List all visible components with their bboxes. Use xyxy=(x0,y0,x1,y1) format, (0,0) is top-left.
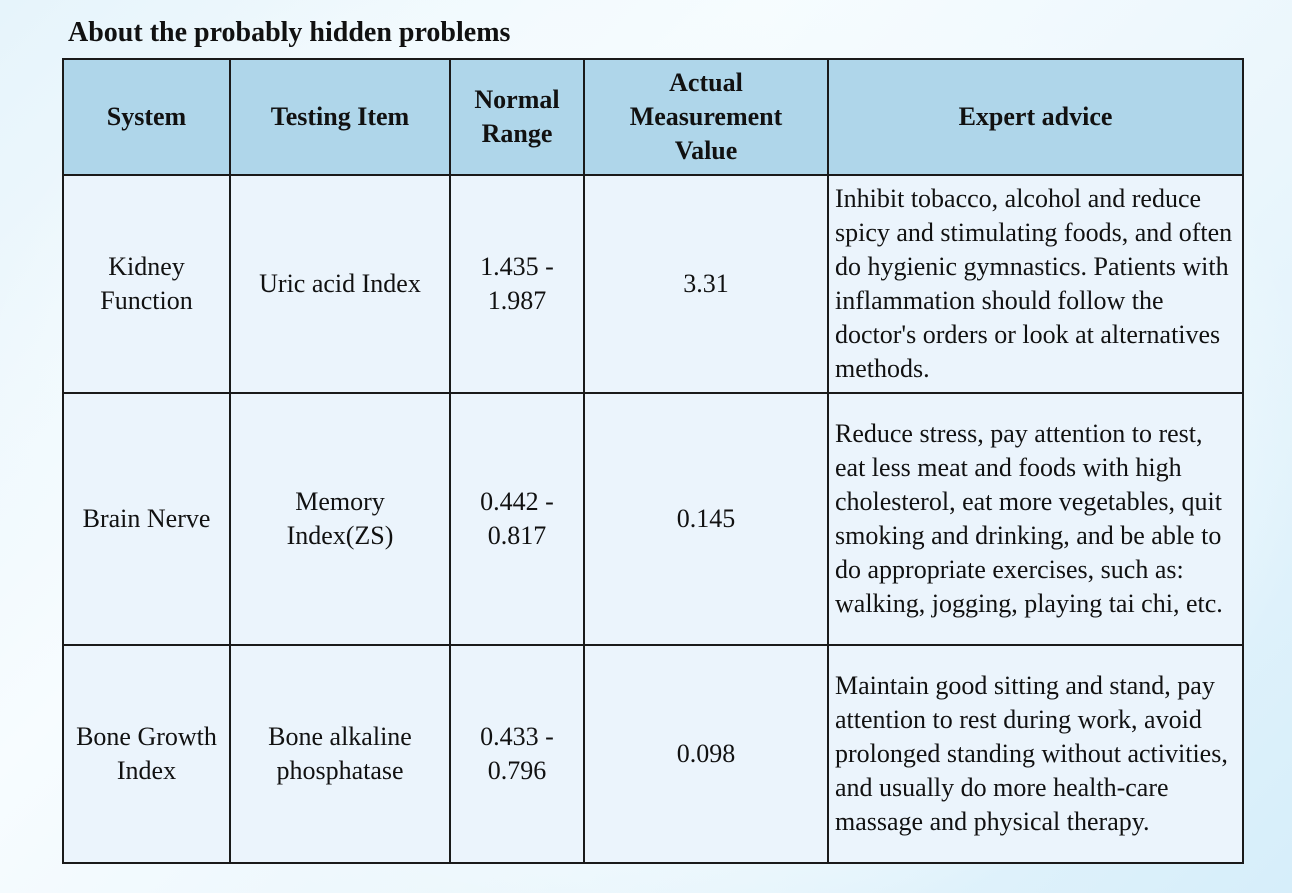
header-testing-item-label: Testing Item xyxy=(270,102,410,131)
cell-system xyxy=(63,393,230,645)
cell-actual-value-text: 3.31 xyxy=(683,269,729,298)
cell-expert-advice xyxy=(828,393,1243,645)
cell-testing-item-text: Bone alkaline phosphatase xyxy=(268,722,412,785)
table-row xyxy=(63,175,1243,393)
cell-testing-item xyxy=(230,393,450,645)
header-actual-value-label: Actual Measurement Value xyxy=(629,68,783,165)
cell-system-text: Bone Growth Index xyxy=(76,722,217,785)
cell-actual-value xyxy=(584,175,828,393)
cell-expert-advice-text: Reduce stress, pay attention to rest, eat less meat and foods with high cholesterol, eat more vegetables, quit smoking and drinking, and be able to do appropriate exercises, such as: walking, jogging, playing tai chi, etc. xyxy=(835,419,1223,618)
cell-normal-range-text: 1.435 - 1.987 xyxy=(480,252,554,315)
header-expert-advice-label: Expert advice xyxy=(958,102,1113,131)
cell-normal-range-text: 0.442 - 0.817 xyxy=(480,487,554,550)
header-system-label: System xyxy=(106,102,187,131)
cell-system xyxy=(63,175,230,393)
cell-system-text: Kidney Function xyxy=(100,252,193,315)
header-normal-range xyxy=(450,59,584,175)
cell-normal-range xyxy=(450,175,584,393)
table-row xyxy=(63,393,1243,645)
cell-normal-range-text: 0.433 - 0.796 xyxy=(480,722,554,785)
report-table xyxy=(62,58,1244,864)
cell-testing-item-text: Memory Index(ZS) xyxy=(286,487,394,550)
header-system xyxy=(63,59,230,175)
cell-testing-item xyxy=(230,645,450,863)
cell-normal-range xyxy=(450,393,584,645)
cell-system xyxy=(63,645,230,863)
cell-expert-advice xyxy=(828,175,1243,393)
cell-expert-advice xyxy=(828,645,1243,863)
cell-expert-advice-text: Maintain good sitting and stand, pay attention to rest during work, avoid prolonged standing without activities, and usually do more health-care massage and physical therapy. xyxy=(835,671,1228,836)
cell-system-text: Brain Nerve xyxy=(82,504,211,533)
header-actual-value xyxy=(584,59,828,175)
header-testing-item xyxy=(230,59,450,175)
table-row xyxy=(63,645,1243,863)
cell-actual-value-text: 0.145 xyxy=(676,504,736,533)
cell-testing-item xyxy=(230,175,450,393)
cell-actual-value xyxy=(584,645,828,863)
page-title: About the probably hidden problems xyxy=(68,17,511,48)
cell-expert-advice-text: Inhibit tobacco, alcohol and reduce spicy and stimulating foods, and often do hygienic gymnastics. Patients with inflammation should follow the doctor's orders or look at alternatives methods. xyxy=(835,184,1233,383)
cell-testing-item-text: Uric acid Index xyxy=(259,269,421,298)
header-expert-advice xyxy=(828,59,1243,175)
cell-actual-value xyxy=(584,393,828,645)
header-row xyxy=(63,59,1243,175)
cell-normal-range xyxy=(450,645,584,863)
cell-actual-value-text: 0.098 xyxy=(676,739,736,768)
header-normal-range-label: Normal Range xyxy=(474,85,560,148)
